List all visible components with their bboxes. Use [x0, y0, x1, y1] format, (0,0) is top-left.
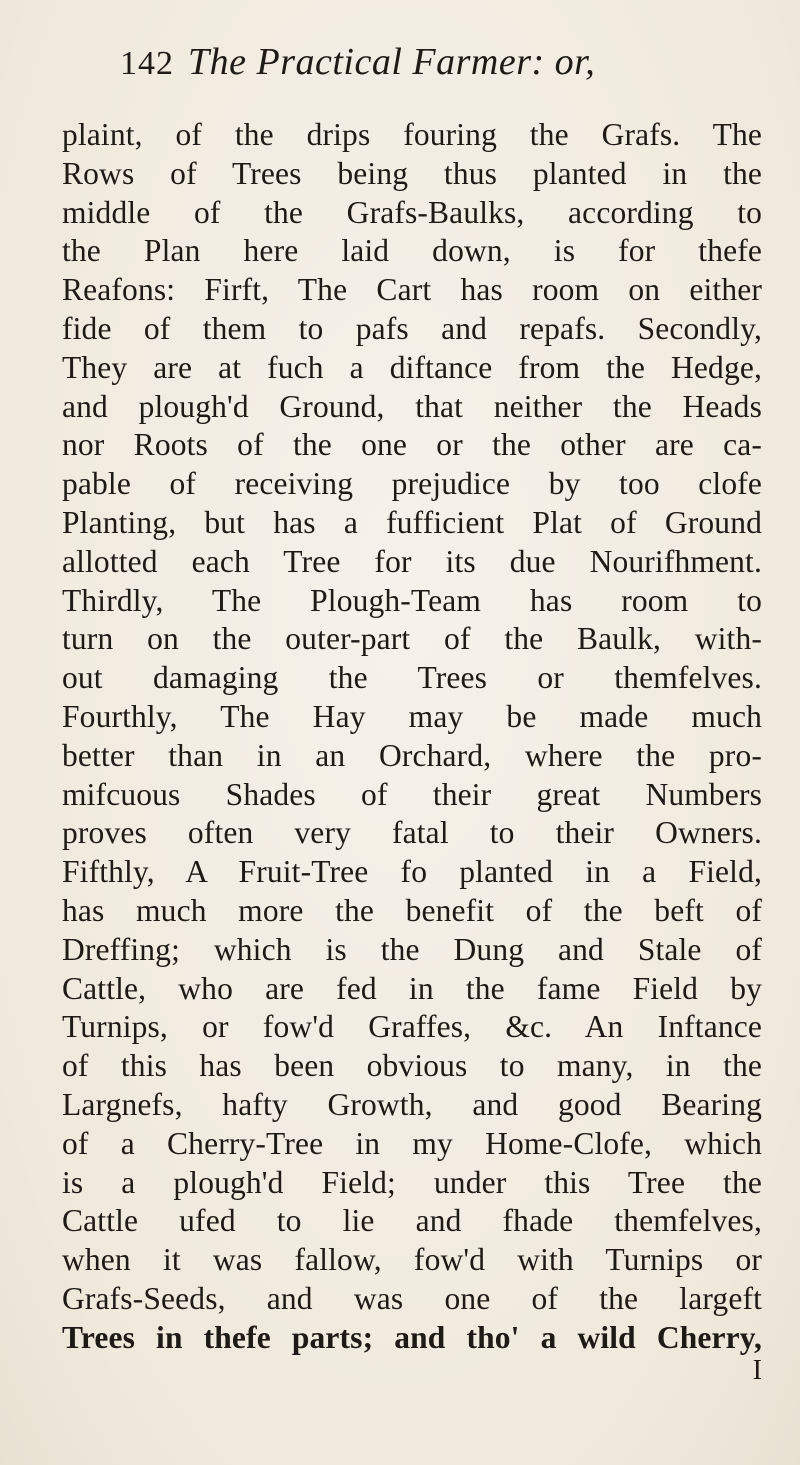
text-line: turn on the outer-part of the Baulk, with- [62, 621, 762, 657]
text-line: plaint, of the drips fouring the Grafs. The [62, 117, 762, 152]
text-line: Turnips, or fow'd Graffes, &c. An Inftance [62, 1009, 762, 1045]
text-line: Fourthly, The Hay may be made much [62, 698, 762, 734]
text-line: Grafs-Seeds, and was one of the largeft [62, 1280, 762, 1316]
running-head [120, 40, 760, 92]
text-line: fide of them to pafs and repafs. Secondly, [62, 310, 762, 346]
text-line: pable of receiving prejudice by too clofe [62, 466, 762, 502]
text-line: mifcuous Shades of their great Numbers [62, 776, 762, 812]
text-line: and plough'd Ground, that neither the Heads [62, 388, 762, 424]
text-line: Planting, but has a fufficient Plat of Ground [62, 504, 762, 540]
body-text [62, 116, 760, 1386]
text-line: the Plan here laid down, is for thefe [62, 233, 762, 269]
text-line: out damaging the Trees or themfelves. [62, 660, 762, 696]
text-line: Fifthly, A Fruit-Tree fo planted in a Field, [62, 854, 762, 890]
text-line: Reafons: Firft, The Cart has room on either [62, 272, 762, 308]
text-line: when it was fallow, fow'd with Turnips or [62, 1242, 762, 1278]
text-line: Thirdly, The Plough-Team has room to [62, 582, 762, 618]
text-line: is a plough'd Field; under this Tree the [62, 1164, 762, 1200]
text-line: Cattle, who are fed in the fame Field by [62, 970, 762, 1006]
text-line: Largnefs, hafty Growth, and good Bearing [62, 1086, 762, 1122]
text-line: has much more the benefit of the beft of [62, 892, 762, 928]
text-line: allotted each Tree for its due Nourifhment. [62, 543, 762, 579]
text-line: Trees in thefe parts; and tho' a wild Cherry, [62, 1319, 762, 1355]
text-line: Rows of Trees being thus planted in the [62, 155, 762, 191]
text-line: Dreffing; which is the Dung and Stale of [62, 931, 762, 967]
text-line: nor Roots of the one or the other are ca- [62, 427, 762, 463]
text-line: Cattle ufed to lie and fhade themfelves, [62, 1203, 762, 1239]
text-line: proves often very fatal to their Owners. [62, 815, 762, 851]
catchword: I [752, 1354, 762, 1386]
text-line: middle of the Grafs-Baulks, according to [62, 194, 762, 230]
text-line: of this has been obvious to many, in the [62, 1048, 762, 1084]
running-title: The Practical Farmer: or, [188, 41, 596, 83]
text-line: They are at fuch a diftance from the Hedge, [62, 349, 762, 385]
page-number: 142 [120, 45, 174, 82]
text-line: better than in an Orchard, where the pro- [62, 737, 762, 773]
text-line: of a Cherry-Tree in my Home-Clofe, which [62, 1125, 762, 1161]
